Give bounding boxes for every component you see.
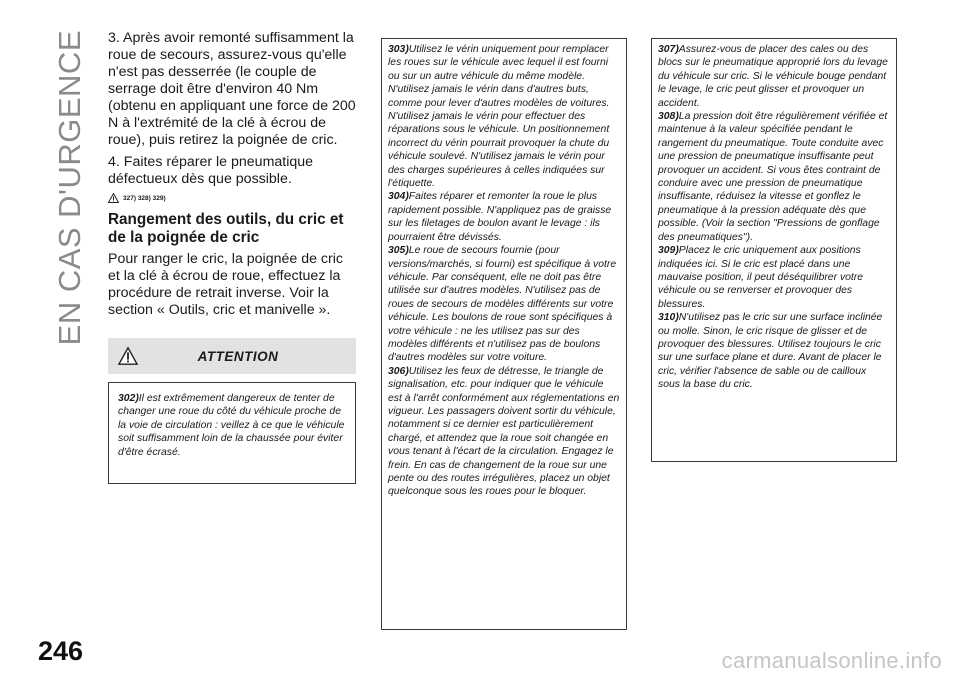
note-number: 310): [658, 312, 679, 324]
note-306: [388, 365, 620, 499]
warning-triangle-icon: [108, 193, 119, 203]
note-304: [388, 190, 620, 244]
step-4-text: 4. Faites réparer le pneumatique défectueux dès que possible.: [108, 154, 314, 187]
note-number: 307): [658, 44, 679, 55]
note-text: Le roue de secours fournie (pour versions/marchés, si fourni) est spécifique à votre véhicule. Par conséquent, elle ne doit pas être utilisée sur d'autres modèles. N'utilisez pas de roues de secours de modèles différents sur votre véhicule. Les boulons de roue sont spécifiques à votre véhicule : ne les utilisez pas sur des modèles différents et n'utilisez pas de boulons d'autres modèles sur votre voiture.: [388, 245, 617, 364]
note-text: Assurez-vous de placer des cales ou des blocs sur le pneumatique approprié lors du levage du véhicule sur cric. Si le véhicule bouge pendant le levage, le cric peut glisser et provoquer un accident.: [658, 44, 888, 109]
note-number: 308): [658, 111, 679, 123]
watermark: carmanualsonline.info: [721, 648, 942, 673]
attention-box-1: [108, 382, 356, 484]
note-text: Placez le cric uniquement aux positions indiquées ici. Si le cric est placé dans une mauvaise position, il peut déséquilibrer votre véhicule ou se renverser et provoquer des blessures.: [658, 245, 864, 310]
note-303: [388, 43, 620, 190]
warning-references: [108, 193, 356, 203]
note-302: [118, 392, 349, 459]
note-307: [658, 43, 890, 110]
note-number: 305): [388, 245, 409, 257]
note-text: Faites réparer et remonter la roue le plus rapidement possible. N'appliquez pas de graisse sur les filetages de boulon avant le levage : ils pourraient être dévissés.: [388, 191, 612, 243]
note-text: Utilisez les feux de détresse, le triangle de signalisation, etc. pour indiquer que le véhicule est à l'arrêt conformément aux réglementations en vigueur. Les passagers doivent sortir du véhicule, notamment si ce dernier est particulièrement chargé, et attendez que la roue soit changée en vous tenant à l'écart de la circulation. Engagez le frein. En cas de changement de la roue sur une pente ou des routes irrégulières, placez un objet quelconque sous les roues pour le bloquer.: [388, 365, 620, 498]
attention-box-2: [381, 38, 627, 630]
note-number: 309): [658, 245, 679, 257]
note-text: Il est extrêmement dangereux de tenter de changer une roue du côté du véhicule proche de la voie de circulation : veillez à ce que le véhicule soit suffisamment loin de la chaussée pour éviter d'être écrasé.: [118, 393, 345, 458]
warning-triangle-icon: [118, 346, 138, 366]
note-number: 303): [388, 44, 409, 55]
note-310: [658, 311, 890, 391]
step-3-text: 3. Après avoir remonté suffisamment la roue de secours, assurez-vous qu'elle n'est pas desserrée (le couple de serrage doit être d'environ 40 Nm (obtenu en appliquant une force de 200 N à l'extrémité de la clé à écrou de roue), puis retirez la poignée de cric.: [108, 30, 356, 148]
section-heading: Rangement des outils, du cric et de la poignée de cric: [108, 211, 344, 246]
storage-paragraph: Pour ranger le cric, la poignée de cric et la clé à écrou de roue, effectuez la procédure de retrait inverse. Voir la section « Outils, cric et manivelle ».: [108, 251, 344, 318]
section-side-title: [50, 30, 90, 590]
note-text: La pression doit être régulièrement vérifiée et maintenue à la valeur spécifiée pendant le rangement du pneumatique. Toute conduite avec une pression de pneumatique insuffisante peut provoquer un accident. Si vous êtes contraint de conduire avec une pression de pneumatique insuffisante, réduisez la vitesse et gonflez le pneumatique à la pression adéquate dès que possible. (Voir la section "Pressions de gonflage des pneumatiques").: [658, 111, 888, 243]
note-number: 302): [118, 393, 139, 404]
note-305: [388, 244, 620, 365]
note-number: 304): [388, 191, 409, 203]
note-number: 306): [388, 365, 409, 377]
note-308: [658, 110, 890, 244]
section-side-title-text: EN CAS D'URGENCE: [52, 30, 87, 346]
attention-title: ATTENTION: [197, 348, 279, 364]
left-column: [108, 30, 356, 324]
warning-reference-numbers: 327) 328) 329): [123, 194, 166, 202]
attention-header: [108, 338, 356, 374]
note-309: [658, 244, 890, 311]
note-text: N'utilisez pas le cric sur une surface inclinée ou molle. Sinon, le cric risque de glisser et de provoquer des blessures. Utilisez toujours le cric sur une surface plane et dure. Avant de placer le cric, vérifier l'absence de sable ou de cailloux sous la base du cric.: [658, 312, 883, 391]
attention-box-3: [651, 38, 897, 462]
page-number: 246: [38, 636, 84, 666]
note-text: Utilisez le vérin uniquement pour remplacer les roues sur le véhicule avec lequel il est fourni ou sur un autre véhicule du même modèle. N'utilisez jamais le vérin dans d'autres buts, comme pour lever d'autres modèles de voitures. N'utilisez jamais le vérin pour effectuer des réparations sous le véhicule. Un positionnement incorrect du vérin pourrait provoquer la chute du véhicule soulevé. N'utilisez jamais le vérin pour des charges supérieures à celles indiquées sur l'étiquette.: [388, 44, 610, 190]
